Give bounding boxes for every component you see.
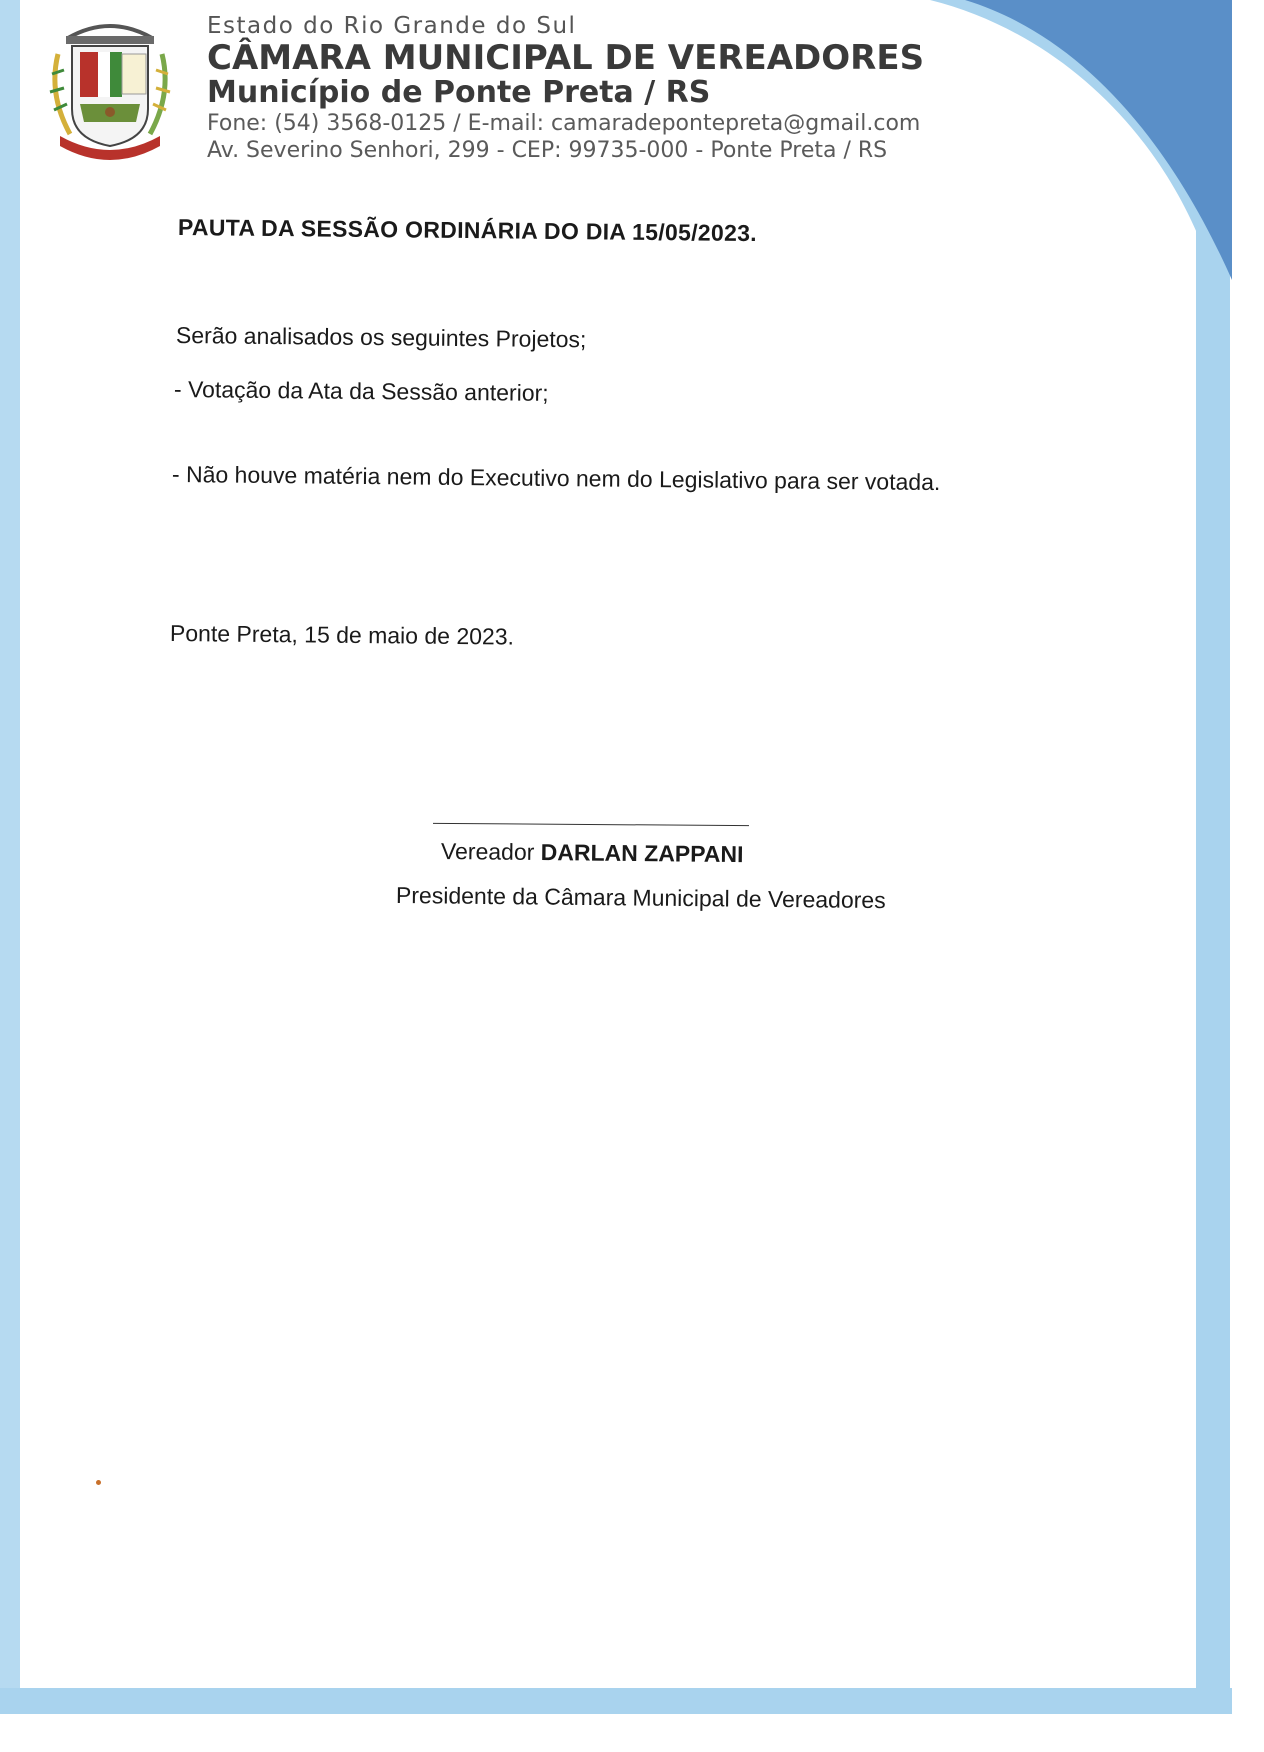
- letterhead-contact: Fone: (54) 3568-0125 / E-mail: camaradepontepreta@gmail.com: [207, 111, 921, 136]
- agenda-item-1: - Votação da Ata da Sessão anterior;: [173, 376, 549, 406]
- scan-speck: [96, 1480, 101, 1485]
- letterhead: [207, 12, 924, 164]
- signatory-name-bold: DARLAN ZAPPANI: [540, 839, 744, 868]
- letterhead-municipality: Município de Ponte Preta / RS: [207, 75, 711, 110]
- signatory-name: [441, 838, 744, 868]
- letterhead-state: Estado do Rio Grande do Sul: [207, 13, 577, 39]
- agenda-intro: Serão analisados os seguintes Projetos;: [175, 322, 587, 353]
- signatory-role: Presidente da Câmara Municipal de Vereadores: [395, 882, 886, 914]
- place-date: Ponte Preta, 15 de maio de 2023.: [169, 620, 515, 650]
- document-title: PAUTA DA SESSÃO ORDINÁRIA DO DIA 15/05/2023.: [177, 214, 758, 247]
- signatory-prefix: Vereador: [440, 838, 541, 866]
- letterhead-address: Av. Severino Senhori, 299 - CEP: 99735-000 - Ponte Preta / RS: [207, 138, 888, 163]
- municipal-coat-of-arms-icon: [30, 14, 190, 164]
- agenda-item-2: - Não houve matéria nem do Executivo nem do Legislativo para ser votada.: [171, 461, 941, 496]
- letterhead-chamber-name: CÂMARA MUNICIPAL DE VEREADORES: [207, 38, 925, 78]
